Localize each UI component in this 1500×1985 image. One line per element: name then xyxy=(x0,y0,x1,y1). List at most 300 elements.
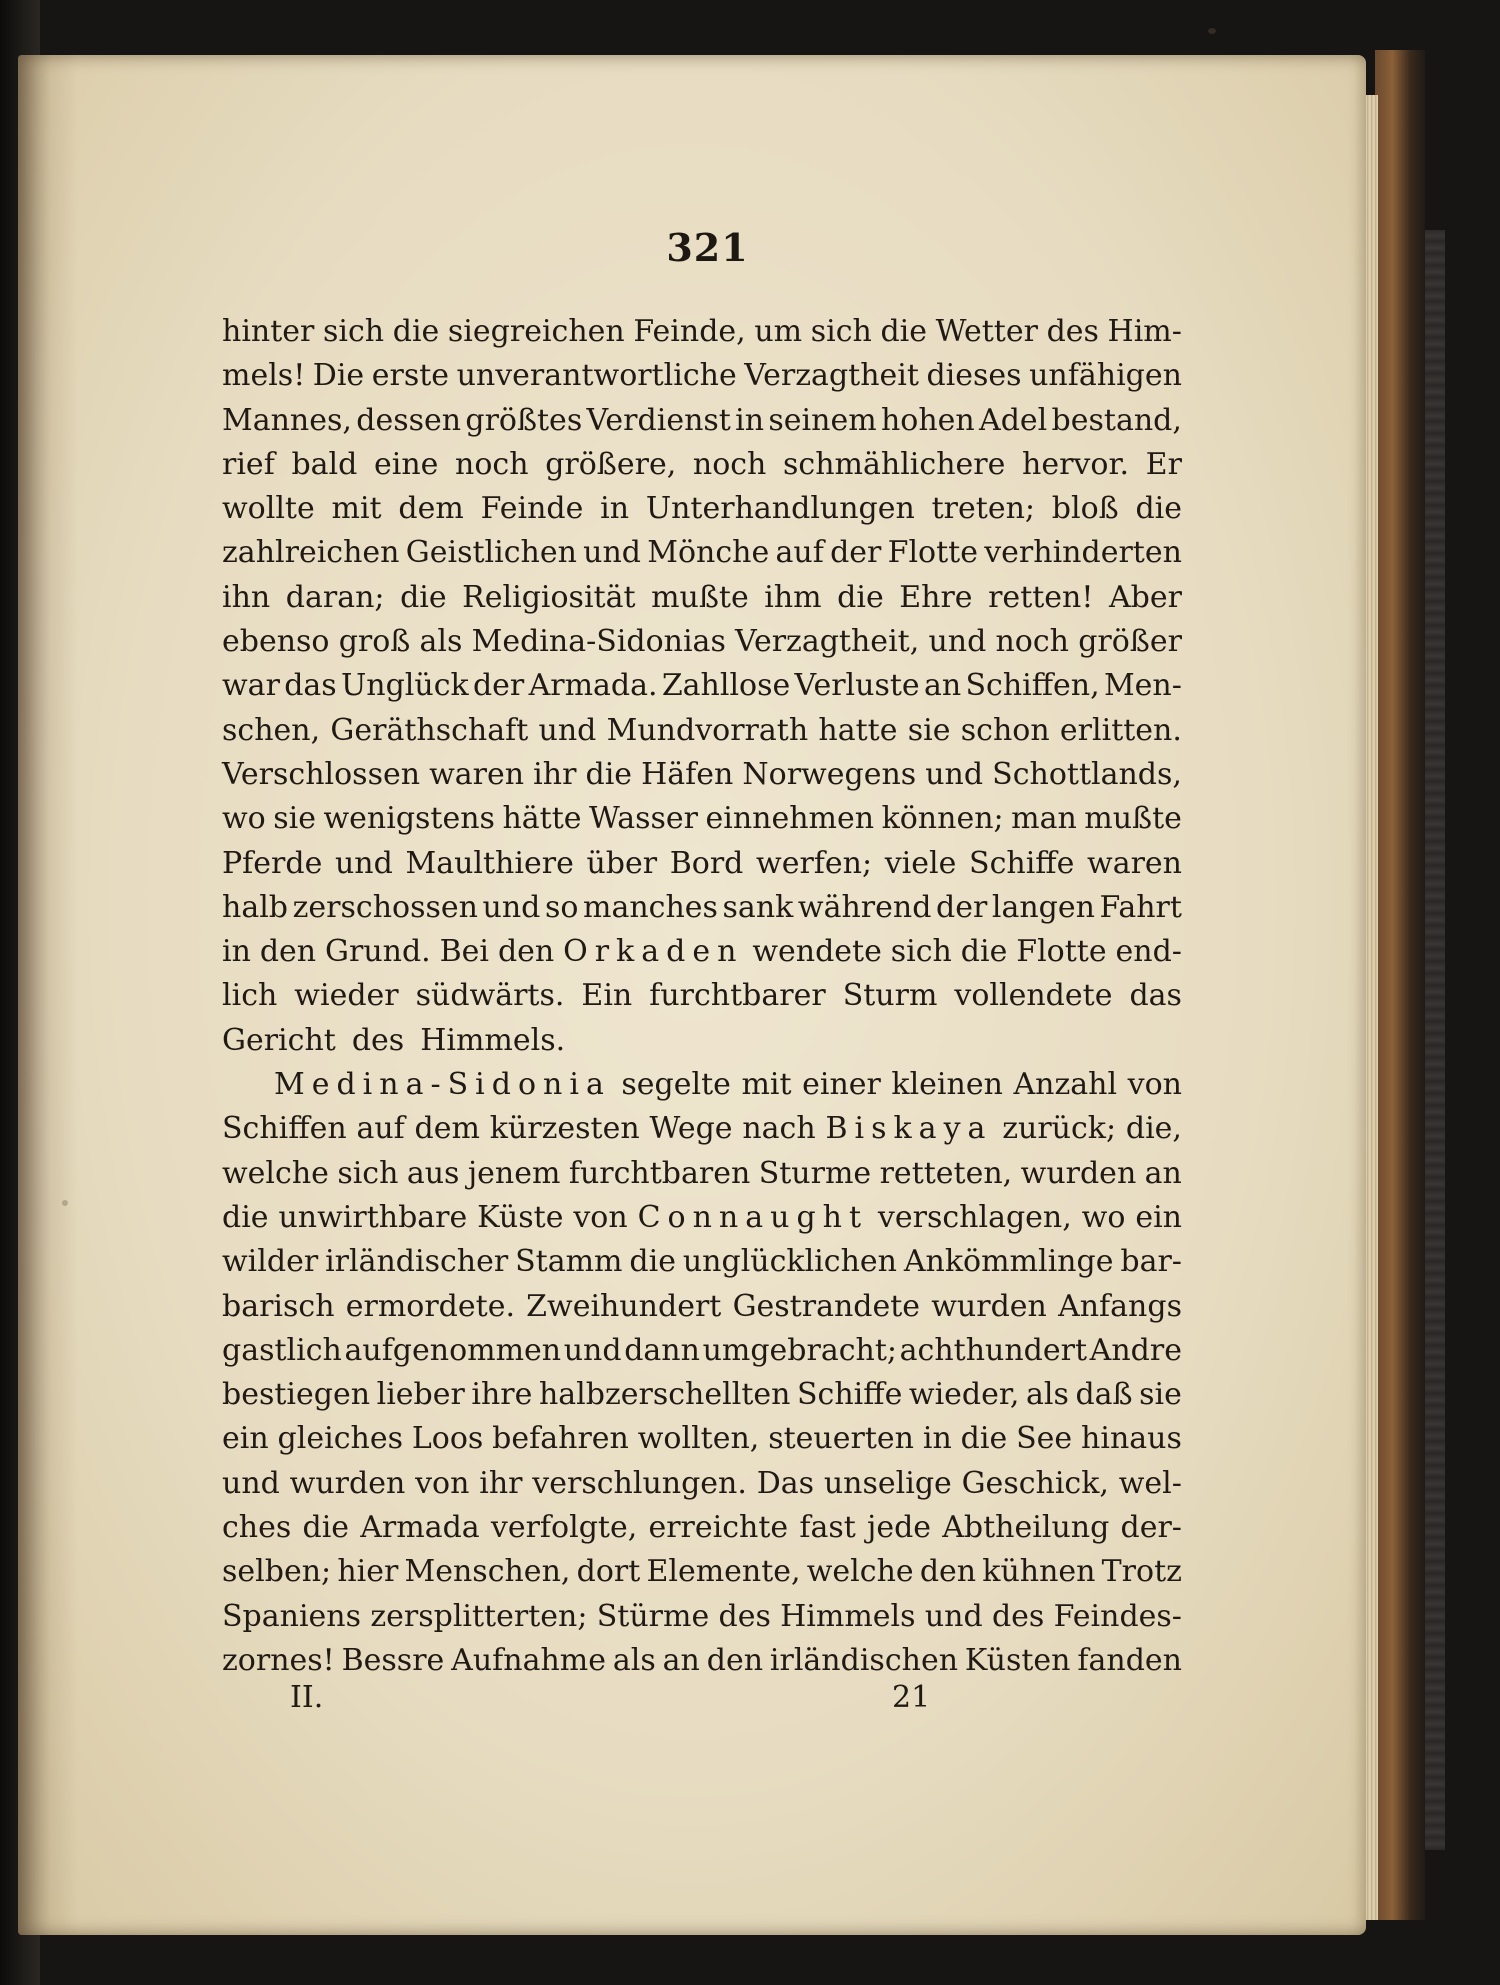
word: Mönche xyxy=(647,535,770,571)
word: befahren xyxy=(492,1421,629,1457)
word: Das xyxy=(756,1465,815,1501)
word: verschlagen, xyxy=(877,1199,1072,1235)
word: siegreichen xyxy=(447,314,625,349)
text-line xyxy=(222,797,1182,841)
word: lieber xyxy=(376,1377,465,1413)
word: und xyxy=(538,712,597,748)
word: waren xyxy=(429,756,525,792)
word: zurück; xyxy=(1002,1111,1117,1147)
word: Him- xyxy=(1107,314,1182,349)
word: Küsten xyxy=(964,1642,1071,1678)
word: verschlungen. xyxy=(532,1465,747,1501)
word: als xyxy=(612,1642,656,1678)
word: dem xyxy=(414,1111,480,1147)
word: schen, xyxy=(222,712,321,748)
word: größer xyxy=(1078,624,1182,660)
word: Bei xyxy=(439,934,490,970)
word: Wetter xyxy=(935,314,1038,349)
word: Himmels. xyxy=(420,1022,566,1058)
word: viele xyxy=(884,845,957,881)
word: kürzesten xyxy=(489,1111,640,1147)
word: wenigstens xyxy=(323,801,495,837)
word: dann xyxy=(624,1332,700,1368)
word: die xyxy=(837,579,884,615)
word: der xyxy=(472,668,525,704)
word: von xyxy=(573,1199,628,1235)
word: Andre xyxy=(1089,1332,1182,1368)
word: Elemente, xyxy=(646,1554,801,1590)
word: in xyxy=(735,402,765,438)
word: sie xyxy=(907,712,951,748)
word: See xyxy=(1016,1421,1073,1457)
word: Geistlichen xyxy=(405,535,577,571)
word: die xyxy=(302,1510,350,1546)
word: und xyxy=(334,845,393,881)
word: furchtbaren xyxy=(568,1155,751,1191)
word: unverantwortliche xyxy=(456,358,737,394)
word: Schiffen, xyxy=(965,668,1100,704)
word: verfolgte, xyxy=(490,1510,638,1546)
word: dort xyxy=(576,1554,641,1590)
word: einnehmen xyxy=(705,801,875,837)
text-line xyxy=(222,1152,1182,1196)
word: Unterhandlungen xyxy=(645,491,915,527)
word: die, xyxy=(1125,1111,1182,1147)
word: Schiffe xyxy=(969,845,1075,881)
word: ein xyxy=(1135,1199,1182,1235)
word: verhinderten xyxy=(984,535,1182,571)
word: Religiosität xyxy=(462,579,636,615)
word: zahlreichen xyxy=(222,535,400,571)
word: um xyxy=(754,314,803,349)
word: hier xyxy=(337,1554,399,1590)
word: hohen xyxy=(880,402,975,438)
word: Gestrandete xyxy=(732,1288,921,1324)
word: treten; xyxy=(931,491,1035,527)
word: Ein xyxy=(581,978,633,1014)
word: und xyxy=(563,1332,622,1368)
word: halbzerschellten xyxy=(538,1377,791,1413)
word: Schiffen xyxy=(222,1111,347,1147)
text-line xyxy=(222,1462,1182,1506)
word: sie xyxy=(1139,1377,1182,1413)
word: daran; xyxy=(285,579,385,615)
text-line xyxy=(222,1240,1182,1284)
word: während xyxy=(797,889,932,925)
text-line xyxy=(222,354,1182,398)
word: welche xyxy=(222,1155,329,1191)
word: wo xyxy=(1081,1199,1126,1235)
word: Er xyxy=(1145,446,1182,482)
word: ches xyxy=(222,1510,292,1546)
word: Anzahl xyxy=(1013,1067,1118,1103)
word: end- xyxy=(1115,934,1182,970)
book-cover-board xyxy=(1375,50,1425,1920)
word: Pferde xyxy=(222,845,323,881)
word: Trotz xyxy=(1101,1554,1182,1590)
word: unwirthbare xyxy=(278,1199,468,1235)
paper-speck xyxy=(62,1200,68,1206)
word: wollte xyxy=(222,491,315,527)
word: achthundert xyxy=(899,1332,1088,1368)
word: unfähigen xyxy=(1029,358,1182,394)
word: die xyxy=(222,1199,269,1235)
word: sich xyxy=(323,314,385,349)
word: Fahrt xyxy=(1099,889,1182,925)
word: eine xyxy=(373,446,439,482)
text-line xyxy=(222,1285,1182,1329)
word: wieder xyxy=(294,978,399,1014)
word: Himmels xyxy=(780,1598,916,1634)
word: des xyxy=(718,1598,771,1634)
word: noch xyxy=(692,446,767,482)
word: Stamm xyxy=(515,1244,623,1280)
word: das xyxy=(1129,978,1182,1014)
word: und xyxy=(928,624,987,660)
word: die xyxy=(1135,491,1182,527)
word: halb xyxy=(222,889,289,925)
word: der xyxy=(935,889,988,925)
word: den xyxy=(919,1554,977,1590)
word: die xyxy=(880,314,927,349)
word: einer xyxy=(802,1067,881,1103)
word: größere, xyxy=(545,446,677,482)
word: Schottlands, xyxy=(992,756,1182,792)
text-line xyxy=(222,1639,1182,1683)
word: bloß xyxy=(1051,491,1119,527)
text-line xyxy=(222,886,1182,930)
word: Sturm xyxy=(842,978,938,1014)
word: die xyxy=(960,1421,1008,1457)
word: Wasser xyxy=(589,801,698,837)
word: und xyxy=(583,535,642,571)
word: Häfen xyxy=(641,756,734,792)
word: Mundvorrath xyxy=(606,712,809,748)
word: Anfangs xyxy=(1058,1288,1182,1324)
word: wilder xyxy=(222,1244,319,1280)
word: dem xyxy=(398,491,464,527)
word: Aber xyxy=(1108,579,1182,615)
word: Maulthiere xyxy=(405,845,574,881)
word: Loos xyxy=(411,1421,484,1457)
text-line xyxy=(222,1550,1182,1594)
word: Menschen, xyxy=(404,1554,571,1590)
word: zornes! xyxy=(222,1642,335,1678)
text-line xyxy=(222,930,1182,974)
word: ein xyxy=(222,1421,269,1457)
word: des xyxy=(991,1598,1045,1634)
word: jenem xyxy=(467,1155,561,1191)
text-line xyxy=(222,1107,1182,1151)
word: sich xyxy=(337,1155,399,1191)
word: vollendete xyxy=(954,978,1113,1014)
word: die xyxy=(585,756,633,792)
word: ihm xyxy=(764,579,822,615)
word: wo xyxy=(222,801,266,837)
word: mußte xyxy=(651,579,749,615)
word: langen xyxy=(991,889,1095,925)
word: dessen xyxy=(356,402,462,438)
word: Biskaya xyxy=(825,1111,993,1147)
word: sich xyxy=(890,934,952,970)
word: Spaniens xyxy=(222,1598,362,1634)
word: an xyxy=(662,1642,700,1678)
word: umgebracht; xyxy=(702,1332,898,1368)
word: mels! xyxy=(222,358,306,394)
word: Stürme xyxy=(596,1598,710,1634)
word: Ehre xyxy=(899,579,973,615)
word: den xyxy=(259,934,317,970)
word: hinter xyxy=(222,314,315,349)
word: sank xyxy=(722,889,794,925)
word: wieder, xyxy=(908,1377,1020,1413)
text-line xyxy=(222,1417,1182,1461)
word: als xyxy=(1026,1377,1069,1413)
word: und xyxy=(924,1598,983,1634)
word: Küste xyxy=(477,1199,564,1235)
word: Armada. xyxy=(528,668,658,704)
word: auf xyxy=(356,1111,405,1147)
word: irländischen xyxy=(769,1642,959,1678)
text-line xyxy=(222,1019,1182,1063)
word: wendete xyxy=(752,934,882,970)
word: ermordete. xyxy=(345,1288,515,1324)
word: wollten, xyxy=(637,1421,760,1457)
word: an xyxy=(1144,1155,1182,1191)
word: südwärts. xyxy=(415,978,565,1014)
word: zersplitterten; xyxy=(370,1598,588,1634)
word: irländischer xyxy=(325,1244,509,1280)
word: man xyxy=(1011,801,1077,837)
word: steuerten xyxy=(768,1421,914,1457)
word: bestand, xyxy=(1051,402,1182,438)
word: Verschlossen xyxy=(222,756,421,792)
word: hervor. xyxy=(1022,446,1130,482)
word: Medina-Sidonia xyxy=(274,1067,611,1103)
word: kühnen xyxy=(982,1554,1096,1590)
word: Bord xyxy=(669,845,744,881)
word: kleinen xyxy=(891,1067,1003,1103)
word: segelte xyxy=(621,1067,731,1103)
word: die xyxy=(629,1244,676,1280)
word: größtes xyxy=(465,402,583,438)
word: die xyxy=(392,314,440,349)
word: Unglück xyxy=(340,668,469,704)
word: Feinde, xyxy=(633,314,746,349)
text-line xyxy=(222,310,1182,354)
word: bestiegen xyxy=(222,1377,371,1413)
word: Medina-Sidonias xyxy=(471,624,726,660)
word: wel- xyxy=(1118,1465,1182,1501)
word: schmählichere xyxy=(783,446,1006,482)
text-line xyxy=(222,974,1182,1018)
word: gastlich xyxy=(222,1332,342,1368)
word: erste xyxy=(371,358,450,394)
word: rief xyxy=(222,446,275,482)
word: retteten, xyxy=(879,1155,1013,1191)
text-line xyxy=(222,487,1182,531)
text-line xyxy=(222,399,1182,443)
word: Feindes- xyxy=(1053,1598,1182,1634)
word: Connaught xyxy=(637,1199,869,1235)
word: ihr xyxy=(533,756,577,792)
word: mit xyxy=(741,1067,792,1103)
word: und xyxy=(222,1465,280,1501)
word: das xyxy=(284,668,337,704)
word: der- xyxy=(1120,1510,1182,1546)
word: wurden xyxy=(289,1465,406,1501)
word: Die xyxy=(312,358,365,394)
word: wurden xyxy=(1020,1155,1137,1191)
word: und xyxy=(482,889,541,925)
word: Abtheilung xyxy=(942,1510,1110,1546)
word: hatte xyxy=(818,712,898,748)
word: in xyxy=(922,1421,952,1457)
word: des xyxy=(1046,314,1099,349)
word: die xyxy=(400,579,447,615)
word: erreichte xyxy=(648,1510,789,1546)
word: fast xyxy=(799,1510,856,1546)
word: gleiches xyxy=(277,1421,403,1457)
word: bald xyxy=(291,446,358,482)
word: die xyxy=(960,934,1008,970)
word: sie xyxy=(273,801,316,837)
word: können; xyxy=(881,801,1004,837)
word: Orkaden xyxy=(563,934,744,970)
word: ebenso xyxy=(222,624,330,660)
word: wurden xyxy=(931,1288,1047,1324)
word: Verluste xyxy=(794,668,920,704)
text-line xyxy=(222,842,1182,886)
word: unglücklichen xyxy=(682,1244,897,1280)
body-text xyxy=(222,310,1182,1683)
word: aus xyxy=(406,1155,460,1191)
word: Norwegens xyxy=(742,756,917,792)
word: erlitten. xyxy=(1059,712,1182,748)
word: Flotte xyxy=(1016,934,1107,970)
word: Schiffe xyxy=(797,1377,903,1413)
word: von xyxy=(415,1465,470,1501)
word: hätte xyxy=(502,801,582,837)
word: werfen; xyxy=(756,845,873,881)
word: über xyxy=(586,845,658,881)
word: in xyxy=(222,934,251,970)
word: ihr xyxy=(479,1465,523,1501)
word: den xyxy=(706,1642,764,1678)
word: auf xyxy=(775,535,824,571)
word: Feinde xyxy=(480,491,584,527)
word: Gericht xyxy=(222,1022,336,1058)
word: Zweihundert xyxy=(526,1288,722,1324)
word: mußte xyxy=(1084,801,1182,837)
text-line xyxy=(222,531,1182,575)
text-line xyxy=(222,1506,1182,1550)
word: lich xyxy=(222,978,278,1014)
sheet-number: 21 xyxy=(892,1680,931,1715)
word: furchtbarer xyxy=(649,978,826,1014)
word: zerschossen xyxy=(292,889,478,925)
word: Zahllose xyxy=(661,668,791,704)
word: Adel xyxy=(979,402,1048,438)
word: ihn xyxy=(222,579,271,615)
word: ihre xyxy=(471,1377,533,1413)
word: Aufnahme xyxy=(451,1642,606,1678)
word: jede xyxy=(867,1510,932,1546)
word: dieses xyxy=(926,358,1022,394)
text-line xyxy=(222,1063,1182,1107)
page-gutter-shadow xyxy=(18,55,78,1935)
text-line xyxy=(222,1373,1182,1417)
text-line xyxy=(222,664,1182,708)
word: und xyxy=(925,756,984,792)
text-line xyxy=(222,576,1182,620)
word: in xyxy=(600,491,630,527)
word: unselige xyxy=(823,1465,952,1501)
word: schon xyxy=(960,712,1050,748)
word: Geschick, xyxy=(961,1465,1109,1501)
word: noch xyxy=(995,624,1069,660)
word: Sturme xyxy=(758,1155,872,1191)
word: Bessre xyxy=(341,1642,445,1678)
word: Flotte xyxy=(887,535,978,571)
word: aufgenommen xyxy=(344,1332,562,1368)
word: Mannes, xyxy=(222,402,352,438)
word: Verzagtheit xyxy=(744,358,919,394)
word: selben; xyxy=(222,1554,332,1590)
word: Armada xyxy=(360,1510,480,1546)
word: Ankömmlinge xyxy=(903,1244,1114,1280)
word: fanden xyxy=(1077,1642,1182,1678)
text-line xyxy=(222,1196,1182,1240)
text-line xyxy=(222,709,1182,753)
word: von xyxy=(1127,1067,1182,1103)
text-line xyxy=(222,1595,1182,1639)
word: den xyxy=(497,934,555,970)
word: Geräthschaft xyxy=(330,712,529,748)
paper-speck xyxy=(1208,28,1216,34)
word: an xyxy=(923,668,962,704)
word: retten! xyxy=(988,579,1094,615)
word: waren xyxy=(1087,845,1182,881)
word: daß xyxy=(1075,1377,1133,1413)
word: bar- xyxy=(1120,1244,1182,1280)
word: groß xyxy=(338,624,411,660)
word: Verzagtheit, xyxy=(735,624,920,660)
word: seinem xyxy=(768,402,877,438)
word: Men- xyxy=(1103,668,1182,704)
word: barisch xyxy=(222,1288,335,1324)
text-line xyxy=(222,753,1182,797)
word: welche xyxy=(806,1554,914,1590)
text-line xyxy=(222,1329,1182,1373)
text-line xyxy=(222,443,1182,487)
word: des xyxy=(351,1022,405,1058)
word: als xyxy=(419,624,463,660)
word: mit xyxy=(331,491,382,527)
signature-mark: II. xyxy=(290,1680,324,1715)
text-line xyxy=(222,620,1182,664)
word: so xyxy=(544,889,579,925)
word: sich xyxy=(810,314,872,349)
word: Verdienst xyxy=(586,402,731,438)
page-number: 321 xyxy=(666,225,749,270)
word: Wege xyxy=(649,1111,733,1147)
word: hinaus xyxy=(1081,1421,1182,1457)
word: Grund. xyxy=(325,934,431,970)
word: der xyxy=(830,535,882,571)
word: noch xyxy=(455,446,529,482)
word: nach xyxy=(742,1111,816,1147)
